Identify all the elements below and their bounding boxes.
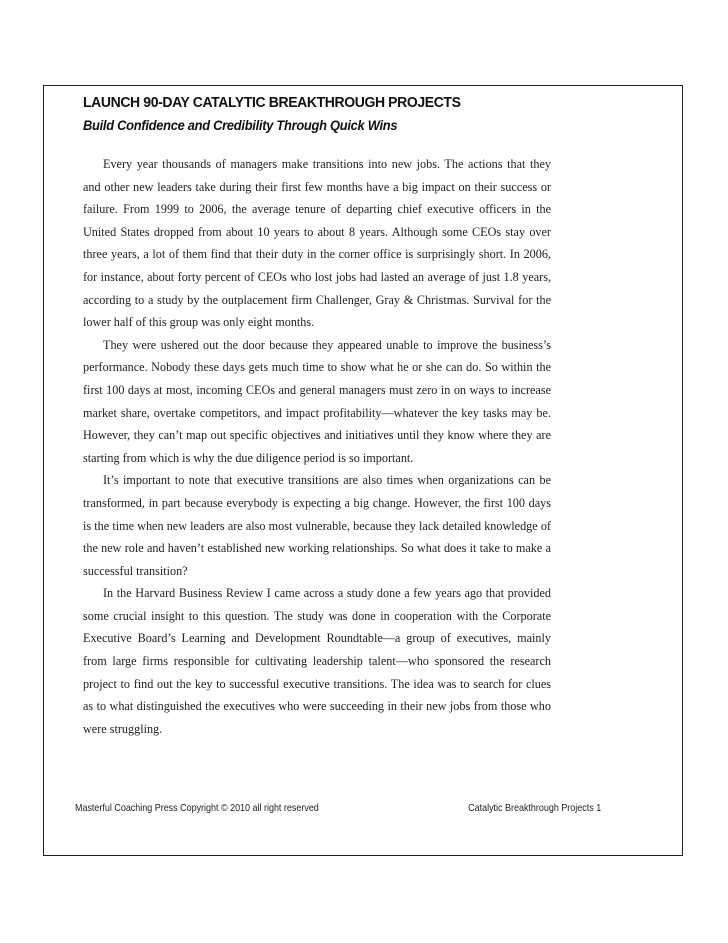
footer-copyright: Masterful Coaching Press Copyright © 2010 all right reserved xyxy=(75,803,319,814)
paragraph: It’s important to note that executive transitions are also times when organizations can be transformed, in part because everybody is expecting a big change. However, the first 100 days is the time when new leaders are also most vulnerable, because they lack detailed knowledge of the new role and haven’t established new working relationships. So what does it take to make a successful transition? xyxy=(83,473,551,578)
body-text xyxy=(83,153,551,740)
paragraph: In the Harvard Business Review I came across a study done a few years ago that provided some crucial insight to this question. The study was done in cooperation with the Corporate Executive Board’s Learning and Development Roundtable—a group of executives, mainly from large firms responsible for cultivating leadership talent—who sponsored the research project to find out the key to successful executive transitions. The idea was to search for clues as to what distinguished the executives who were succeeding in their new jobs from those who were struggling. xyxy=(83,586,551,736)
page-subtitle: Build Confidence and Credibility Through Quick Wins xyxy=(83,117,398,133)
paragraph: Every year thousands of managers make transitions into new jobs. The actions that they and other new leaders take during their first few months have a big impact on their success or failure. From 1999 to 2006, the average tenure of departing chief executive officers in the United States dropped from about 10 years to about 8 years. Although some CEOs stay over three years, a lot of them find that their duty in the corner office is surprisingly short. In 2006, for instance, about forty percent of CEOs who lost jobs had lasted an average of just 1.8 years, according to a study by the outplacement firm Challenger, Gray & Christmas. Survival for the lower half of this group was only eight months. xyxy=(83,157,551,330)
page-title: LAUNCH 90-DAY CATALYTIC BREAKTHROUGH PROJECTS xyxy=(83,94,461,111)
page-content xyxy=(83,93,551,740)
footer-page-label: Catalytic Breakthrough Projects 1 xyxy=(467,803,601,814)
paragraph: They were ushered out the door because they appeared unable to improve the business’s performance. Nobody these days gets much time to show what he or she can do. So within the first 100 days at most, incoming CEOs and general managers must zero in on ways to increase market share, overtake competitors, and impact profitability—whatever the key tasks may be. However, they can’t map out specific objectives and initiatives until they know where they are starting from which is why the due diligence period is so important. xyxy=(83,337,551,465)
